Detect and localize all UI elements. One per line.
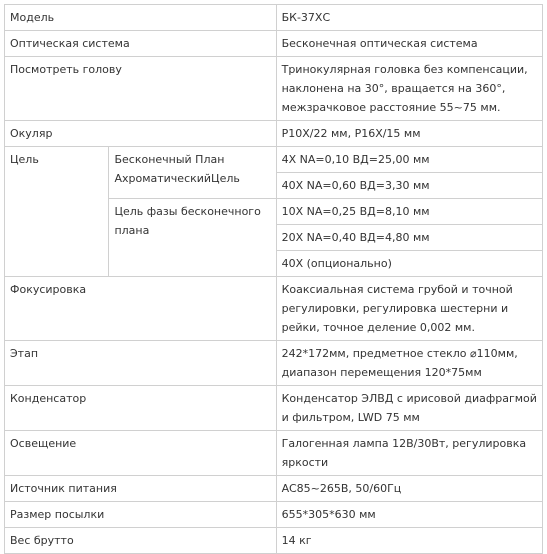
spec-table — [4, 4, 543, 554]
row-value: БК-37ХС — [276, 5, 542, 31]
row-value: 10X NA=0,25 ВД=8,10 мм — [276, 199, 542, 225]
row-value: 4X NA=0,10 ВД=25,00 мм — [276, 147, 542, 173]
row-value: AC85~265В, 50/60Гц — [276, 476, 542, 502]
row-value: Конденсатор ЭЛВД с ирисовой диафрагмой и фильтром, LWD 75 мм — [276, 386, 542, 431]
row-value: Тринокулярная головка без компенсации, наклонена на 30°, вращается на 360°, межзрачковое расстояние 55~75 мм. — [276, 57, 542, 121]
table-row-stage — [5, 341, 543, 386]
row-value: 14 кг — [276, 528, 542, 554]
table-row-power — [5, 476, 543, 502]
row-label: Источник питания — [5, 476, 277, 502]
row-label: Вес брутто — [5, 528, 277, 554]
table-row-objective — [5, 147, 543, 173]
table-row-condenser — [5, 386, 543, 431]
row-value: Коаксиальная система грубой и точной регулировки, регулировка шестерни и рейки, точное деление 0,002 мм. — [276, 277, 542, 341]
row-label: Фокусировка — [5, 277, 277, 341]
row-value: Бесконечная оптическая система — [276, 31, 542, 57]
row-label: Размер посылки — [5, 502, 277, 528]
row-label: Окуляр — [5, 121, 277, 147]
row-label: Оптическая система — [5, 31, 277, 57]
row-label: Цель — [5, 147, 109, 277]
table-row-package-size — [5, 502, 543, 528]
row-value: P10X/22 мм, P16X/15 мм — [276, 121, 542, 147]
row-value: 20X NA=0,40 ВД=4,80 мм — [276, 225, 542, 251]
table-row-model — [5, 5, 543, 31]
row-value: 40X (опционально) — [276, 251, 542, 277]
row-label: Конденсатор — [5, 386, 277, 431]
table-row-gross-weight — [5, 528, 543, 554]
row-label: Модель — [5, 5, 277, 31]
sub-label-plan-phase: Цель фазы бесконечного плана — [109, 199, 276, 277]
row-value: Галогенная лампа 12В/30Вт, регулировка яркости — [276, 431, 542, 476]
row-value: 242*172мм, предметное стекло ⌀110мм, диапазон перемещения 120*75мм — [276, 341, 542, 386]
table-row-head — [5, 57, 543, 121]
table-row-optical-system — [5, 31, 543, 57]
sub-label-plan-achromatic: Бесконечный План АхроматическийЦель — [109, 147, 276, 199]
table-row-illumination — [5, 431, 543, 476]
row-label: Этап — [5, 341, 277, 386]
table-row-eyepiece — [5, 121, 543, 147]
row-value: 655*305*630 мм — [276, 502, 542, 528]
row-label: Освещение — [5, 431, 277, 476]
row-value: 40X NA=0,60 ВД=3,30 мм — [276, 173, 542, 199]
row-label: Посмотреть голову — [5, 57, 277, 121]
table-row-focusing — [5, 277, 543, 341]
